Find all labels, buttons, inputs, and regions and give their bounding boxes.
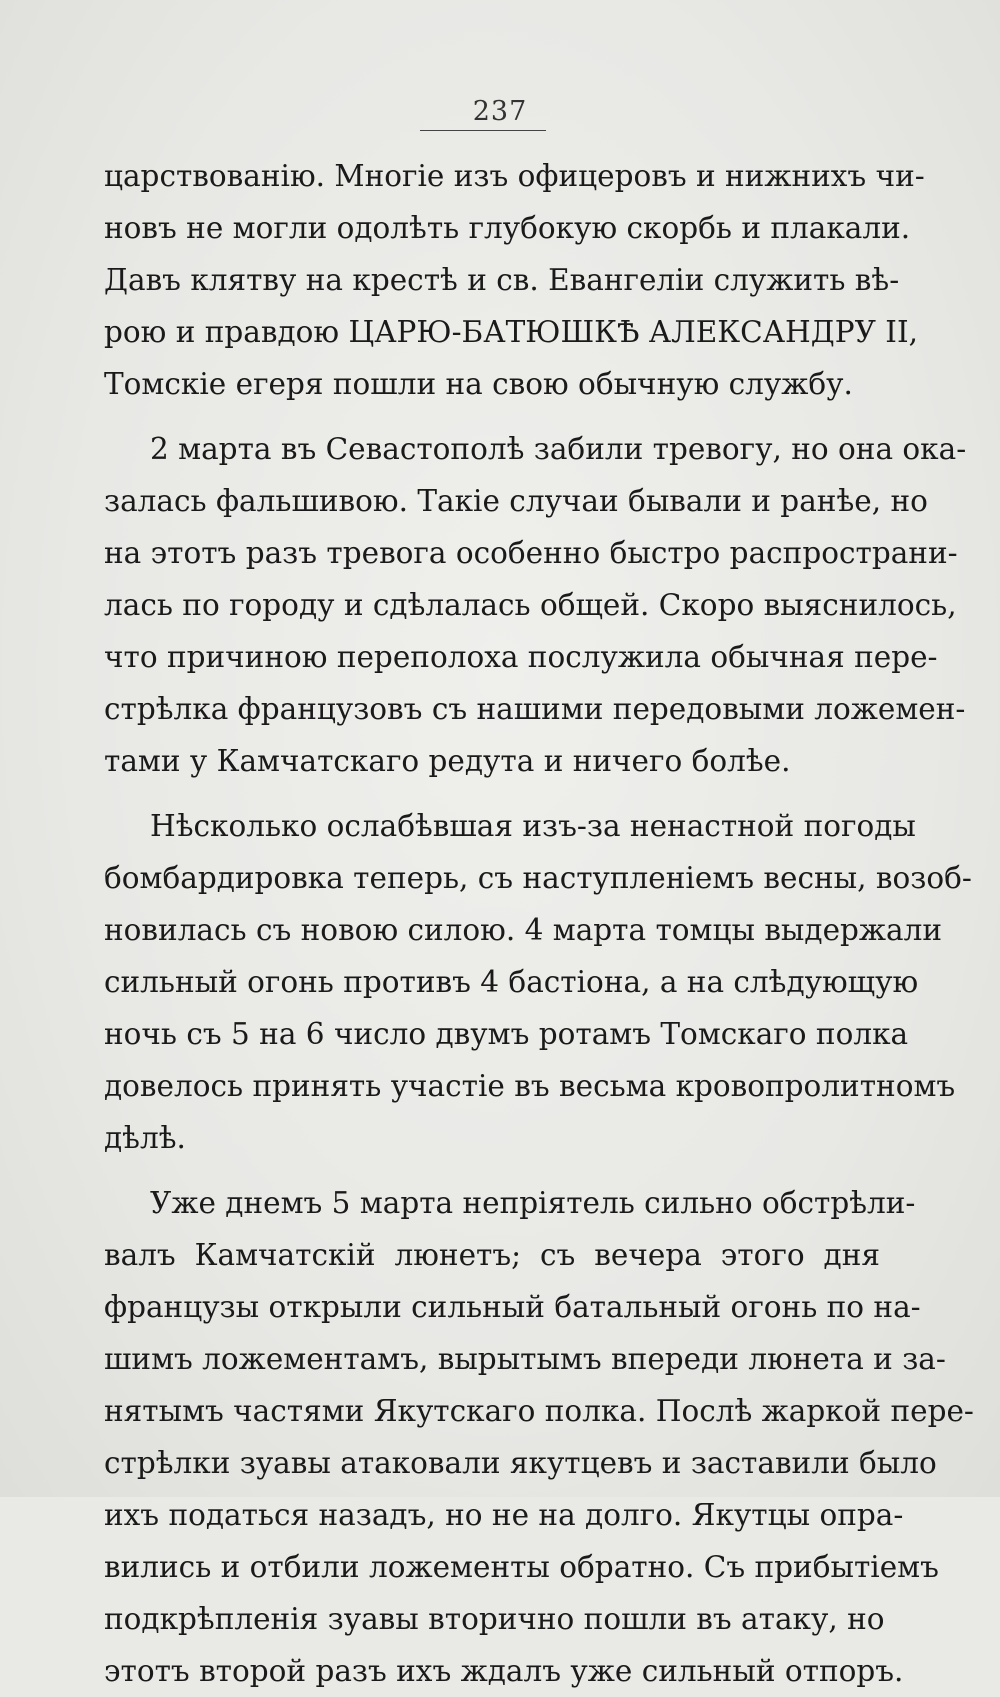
text-line: нятымъ частями Якутскаго полка. Послѣ жаркой пере-: [104, 1394, 974, 1428]
text-line: Томскіе егеря пошли на свою обычную службу.: [104, 367, 853, 401]
text-line: Нѣсколько ослабѣвшая изъ-за ненастной погоды: [150, 809, 916, 843]
text-line: французы открыли сильный батальный огонь по на-: [104, 1290, 921, 1324]
text-line: на этотъ разъ тревога особенно быстро распространи-: [104, 536, 958, 570]
text-line: валъ Камчатскій люнетъ; съ вечера этого дня: [104, 1238, 880, 1272]
paragraph: [104, 1177, 974, 1697]
text-line: что причиною переполоха послужила обычная пере-: [104, 640, 938, 674]
text-line: вились и отбили ложементы обратно. Съ прибытіемъ: [104, 1550, 939, 1584]
paragraph-gap: [104, 787, 880, 800]
paragraph-gap: [104, 410, 880, 423]
text-line: 2 марта въ Севастополѣ забили тревогу, но она ока-: [150, 432, 967, 466]
text-line: новъ не могли одолѣть глубокую скорбь и плакали.: [104, 211, 911, 245]
text-line: ихъ податься назадъ, но не на долго. Якутцы опра-: [104, 1498, 904, 1532]
text-line: довелось принять участіе въ весьма кровопролитномъ: [104, 1069, 956, 1103]
text-line: Уже днемъ 5 марта непріятель сильно обстрѣли-: [150, 1186, 916, 1220]
text-line: залась фальшивою. Такіе случаи бывали и ранѣе, но: [104, 484, 928, 518]
text-line: лась по городу и сдѣлалась общей. Скоро выяснилось,: [104, 588, 957, 622]
paragraph: [104, 150, 925, 410]
text-line: новилась съ новою силою. 4 марта томцы выдержали: [104, 913, 943, 947]
paragraph: [104, 423, 967, 787]
header-rule: [420, 130, 546, 131]
text-line: бомбардировка теперь, съ наступленіемъ весны, возоб-: [104, 861, 972, 895]
text-line: царствованію. Многіе изъ офицеровъ и нижнихъ чи-: [104, 159, 925, 193]
text-line: тами у Камчатскаго редута и ничего болѣе.: [104, 744, 791, 778]
text-line: подкрѣпленія зуавы вторично пошли въ атаку, но: [104, 1602, 885, 1636]
paragraph-gap: [104, 1164, 880, 1177]
text-line: сильный огонь противъ 4 бастіона, а на слѣдующую: [104, 965, 919, 999]
paragraph: [104, 800, 972, 1164]
text-line: ночь съ 5 на 6 число двумъ ротамъ Томскаго полка: [104, 1017, 909, 1051]
text-line: шимъ ложементамъ, вырытымъ впереди люнета и за-: [104, 1342, 946, 1376]
body-text: [104, 150, 974, 1697]
text-line: рою и правдою ЦАРЮ-БАТЮШКѢ АЛЕКСАНДРУ II,: [104, 315, 918, 349]
text-line: стрѣлки зуавы атаковали якутцевъ и заставили было: [104, 1446, 937, 1480]
text-line: этотъ второй разъ ихъ ждалъ уже сильный отпоръ.: [104, 1654, 904, 1688]
text-line: дѣлѣ.: [104, 1121, 186, 1155]
text-line: Давъ клятву на крестѣ и св. Евангеліи служить вѣ-: [104, 263, 900, 297]
text-line: стрѣлка французовъ съ нашими передовыми ложемен-: [104, 692, 966, 726]
page-number: 237: [472, 96, 528, 127]
